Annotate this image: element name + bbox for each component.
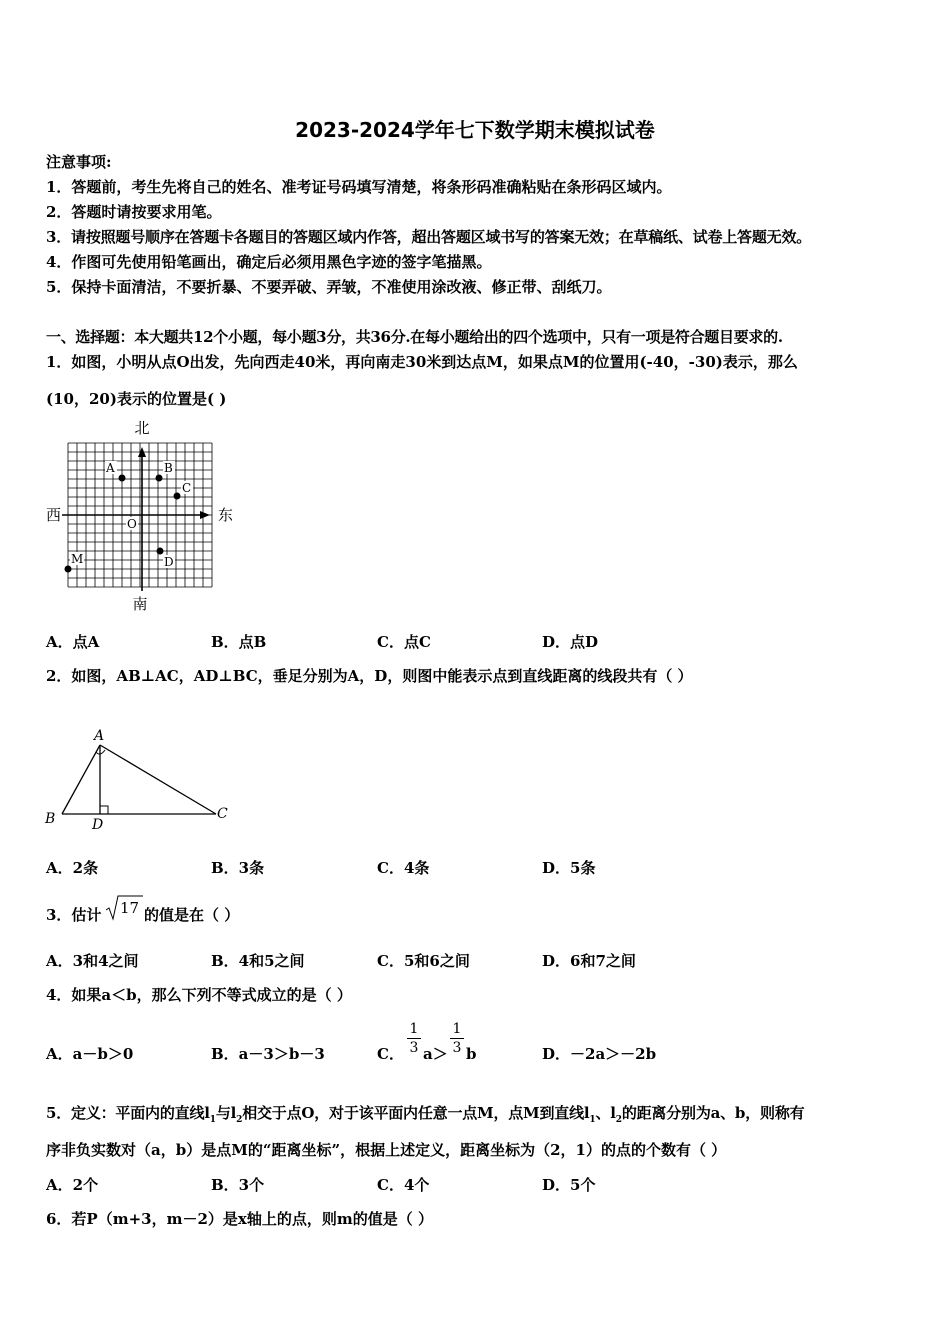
q5-text-line2: 序非负实数对（a，b）是点M的“距离坐标”，根据上述定义，距离坐标为（2，1）的点的个数有（ ） [46,1141,727,1159]
north-label: 北 [134,419,150,437]
q1-text-line1: 1．如图，小明从点O出发，先向西走40米，再向南走30米到达点M，如果点M的位置用(-40，-30)表示，那么 [46,353,798,371]
section-heading: 一、选择题：本大题共12个小题，每小题3分，共36分.在每小题给出的四个选项中，只有一项是符合题目要求的. [46,328,783,346]
label-b: B [164,461,173,475]
q3-prefix: 3．估计 [46,906,102,924]
label-c: C [182,481,192,495]
point-m [65,566,72,573]
q2-option-b[interactable]: B．3条 [211,859,265,877]
q1-option-b[interactable]: B．点B [211,633,267,651]
label-c: C [217,806,228,822]
q2-text: 2．如图，AB⊥AC，AD⊥BC，垂足分别为A，D，则图中能表示点到直线距离的线段共有（ ） [46,667,693,685]
label-a: A [94,728,105,744]
q4-option-d[interactable]: D．－2a＞－2b [542,1045,657,1063]
q2-triangle-figure [40,725,240,835]
label-d: D [92,817,104,833]
q6-text: 6．若P（m+3，m－2）是x轴上的点，则m的值是（ ） [46,1210,433,1228]
q1-option-a[interactable]: A．点A [46,633,100,651]
q3-option-b[interactable]: B．4和5之间 [211,952,305,970]
notice-item: 2．答题时请按要求用笔。 [46,203,222,221]
sqrt-symbol [105,893,145,923]
q5-option-b[interactable]: B．3个 [211,1176,265,1194]
q3-option-c[interactable]: C．5和6之间 [377,952,470,970]
label-a: A [106,461,115,475]
q4-text: 4．如果a＜b，那么下列不等式成立的是（ ） [46,986,352,1004]
notice-item: 1．答题前，考生先将自己的姓名、准考证号码填写清楚，将条形码准确粘贴在条形码区域内。 [46,178,672,196]
notice-item: 5．保持卡面清洁，不要折暴、不要弄破、弄皱，不准使用涂改液、修正带、刮纸刀。 [46,278,612,296]
point-b [156,475,163,482]
q1-grid-figure [40,415,250,615]
east-label: 东 [218,506,234,524]
q4-option-c-label[interactable]: C． [377,1045,404,1063]
q1-option-d[interactable]: D．点D [542,633,599,651]
fraction-numerator: 1 [452,1021,462,1037]
q2-option-a[interactable]: A．2条 [46,859,99,877]
q5-option-c[interactable]: C．4个 [377,1176,430,1194]
q4-option-a[interactable]: A．a－b＞0 [46,1045,134,1063]
notice-item: 3．请按照题号顺序在答题卡各题目的答题区域内作答，超出答题区域书写的答案无效；在草稿纸、试卷上答题无效。 [46,228,812,246]
notice-item: 4．作图可先使用铅笔画出，确定后必须用黑色字迹的签字笔描黑。 [46,253,492,271]
point-c [174,493,181,500]
q5-option-a[interactable]: A．2个 [46,1176,99,1194]
label-d: D [164,555,174,569]
fraction-denominator: 3 [452,1040,462,1056]
q3-option-a[interactable]: A．3和4之间 [46,952,139,970]
sqrt-radicand: 17 [120,899,140,917]
south-label: 南 [132,595,148,613]
q5-option-d[interactable]: D．5个 [542,1176,596,1194]
notice-heading: 注意事项: [46,153,112,171]
q3-suffix: 的值是在（ ） [144,906,240,924]
point-a [119,475,126,482]
fraction-numerator: 1 [409,1021,419,1037]
q3-option-d[interactable]: D．6和7之间 [542,952,636,970]
q4-option-b[interactable]: B．a－3＞b－3 [211,1045,325,1063]
q1-text-line2: (10，20)表示的位置是( ) [46,390,227,408]
q4-fraction-2 [450,1021,464,1056]
point-d [157,548,164,555]
label-b: B [45,811,56,827]
q2-option-c[interactable]: C．4条 [377,859,430,877]
label-m: M [71,552,84,566]
q5-text-line1: 5．定义：平面内的直线$l_1$与$l_2$相交于点O，对于该平面内任意一点M，点M到直线$l_1$、$l_2$的距离分别为a、b，则称有 [46,1104,805,1125]
q4-fraction-1 [407,1021,421,1056]
west-label: 西 [46,506,62,524]
q4-option-c-end: b [466,1045,477,1063]
q4-option-c-mid: a＞ [423,1045,448,1063]
label-o: O [127,517,137,531]
q1-option-c[interactable]: C．点C [377,633,431,651]
fraction-denominator: 3 [409,1040,419,1056]
page-title: 2023-2024学年七下数学期末模拟试卷 [295,118,655,142]
q2-option-d[interactable]: D．5条 [542,859,596,877]
